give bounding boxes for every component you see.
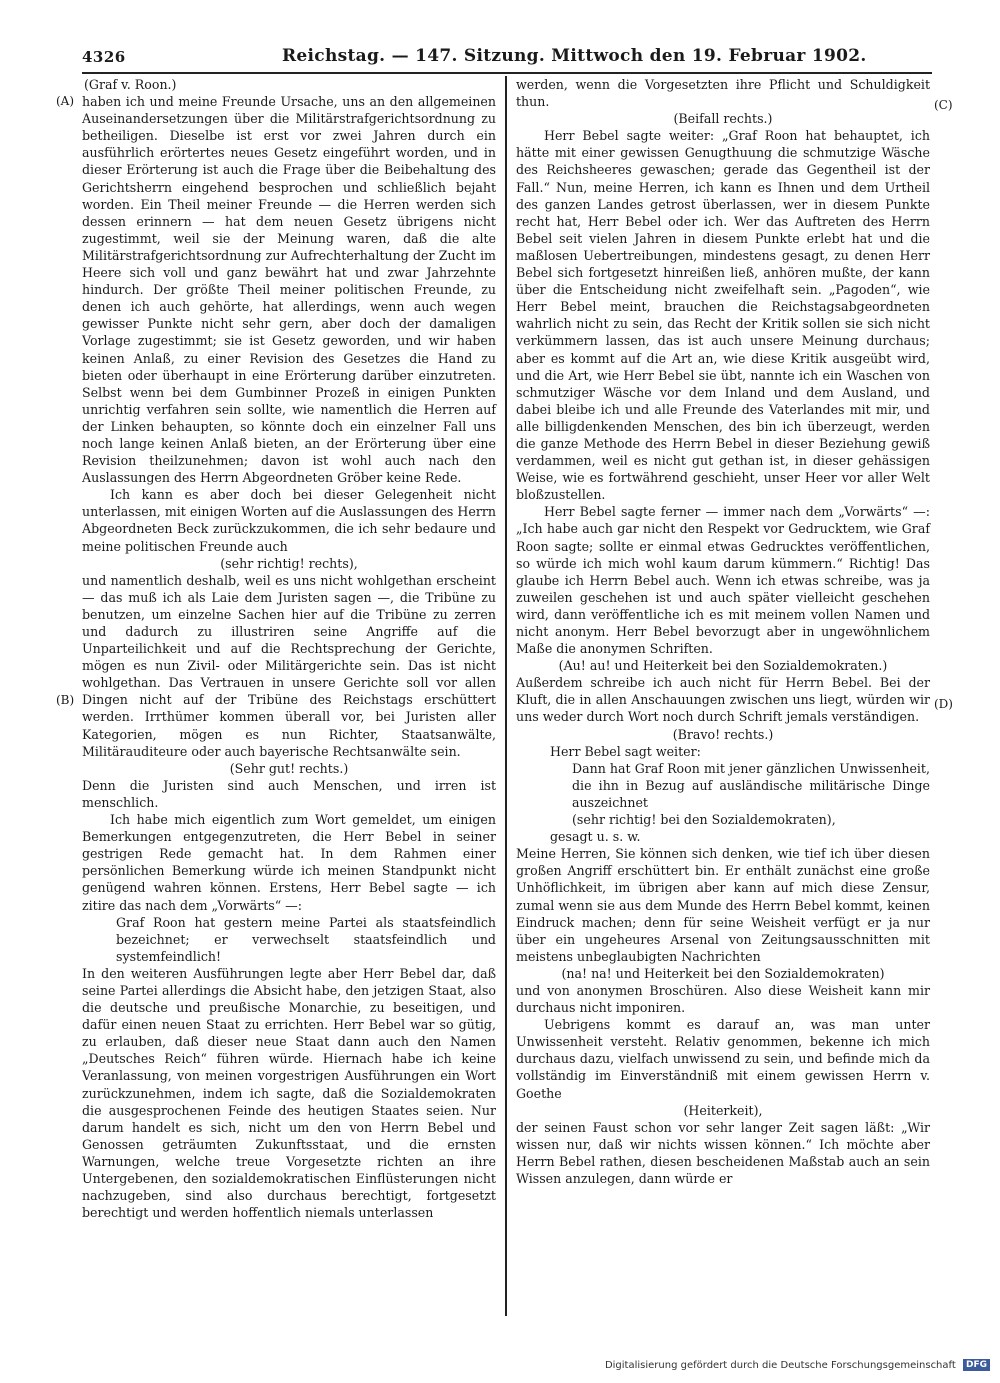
column-divider [505,76,507,1316]
paragraph: Herr Bebel sagte ferner — immer nach dem „Vorwärts“ —: „Ich habe auch gar nicht den Respekt vor Gedrucktem, wie Graf Roon sagte; sollte er einmal etwas Gedrucktes veröffentlichen, so würde ich mich wohl kaum darum kümmern.“ Richtig! Das glaube ich Herrn Bebel auch. Wenn ich etwas schreibe, was ja zuweilen geschehen ist und auch später vielleicht geschehen wird, dann veröffentliche ich es mit meinem vollen Namen und nicht anonym. Herr Bebel bevorzugt aber in ungewöhnlichem Maße die anonymen Schriften. [516,504,930,657]
paragraph: und von anonymen Broschüren. Also diese Weisheit kann mir durchaus nicht imponiren. [516,982,930,1016]
paragraph: Denn die Juristen sind auch Menschen, und irren ist menschlich. [82,777,496,810]
quotation: gesagt u. s. w. [550,829,641,845]
paragraph: Ich habe mich eigentlich zum Wort gemeldet, um einigen Bemerkungen entgegenzutreten, die Herr Bebel in seiner gestrigen Rede gemacht hat. In dem Rahmen einer persönlichen Bemerkung würde ich meinen Standpunkt nicht genügend wahren können. Erstens, Herr Bebel sagte — ich zitire das nach dem „Vorwärts“ —: [82,812,496,913]
interjection: (Bravo! rechts.) [672,726,774,742]
left-column [82,76,496,1221]
quotation: (sehr richtig! bei den Sozialdemokraten), [572,812,836,828]
paragraph: Meine Herren, Sie können sich denken, wie tief ich über diesen großen Angriff erschüttert bin. Er enthält zunächst eine große Unhöflichkeit, im übrigen aber kann auf mich diese Zensur, zumal wenn sie aus dem Munde des Herrn Bebel kommt, keinen Eindruck machen; denn für seine Weisheit verfügt er ja nur über ein ungeheures Arsenal von Zeitungsausschnitten mit meistens unbeglaubigten Nachrichten [516,846,930,964]
paragraph: der seinen Faust schon vor sehr langer Zeit sagen läßt: „Wir wissen nur, daß wir nichts wissen können.“ Ich möchte aber Herrn Bebel rathen, diesen bescheidenen Maßstab auch an sein Wissen anzulegen, dann würde er [516,1119,930,1186]
page-header [82,44,932,70]
right-column [516,76,930,1187]
paragraph: Außerdem schreibe ich auch nicht für Herrn Bebel. Bei der Kluft, die in allen Anschauungen zwischen uns liegt, würden wir uns weder durch Wort noch durch Schrift jemals verständigen. [516,675,930,725]
paragraph: Herr Bebel sagte weiter: „Graf Roon hat behauptet, ich hätte mit einer gewissen Genugthuung die schmutzige Wäsche des Reichsheeres gewaschen; gerade das Gegentheil ist der Fall.“ Nun, meine Herren, ich kann es Ihnen und dem Urtheil des ganzen Landes getrost überlassen, wer in diesem Punkte recht hat, Herr Bebel oder ich. Wer das Auftreten des Herrn Bebel seit vielen Jahren in diesem Punkte erlebt hat und die maßlosen Uebertreibungen, mindestens gesagt, zu denen Herr Bebel sich fortgesetzt hinreißen ließ, anhören mußte, der kann über die Entscheidung nicht zweifelhaft sein. „Pagoden“, wie Herr Bebel meint, brauchen die Reichstagsabgeordneten wahrlich nicht zu sein, das Recht der Kritik sollen sie sich nicht verkümmern lassen, das ist auch unsere Meinung durchaus; aber es kommt auf die Art an, wie diese Kritik ausgeübt wird, und die Art, wie Herr Bebel sie übt, nannte ich ein Waschen von schmutziger Wäsche vor dem Inland und dem Ausland, und dabei bleibe ich und alle Freunde des Vaterlandes mit mir, und alle billigdenkenden Menschen, des bin ich überzeugt, werden die ganze Methode des Herrn Bebel in dieser Beziehung gewiß verdammen, weil es nicht gut gethan ist, in dieser gehässigen Weise, wie es fortwährend geschieht, unser Heer vor aller Welt bloßzustellen. [516,128,930,503]
margin-marker-a: (A) [56,94,75,108]
margin-marker-b: (B) [56,693,75,707]
interjection: (Heiterkeit), [683,1102,763,1118]
interjection: (Beifall rechts.) [673,111,773,127]
speaker-label: (Graf v. Roon.) [84,77,177,92]
paragraph: In den weiteren Ausführungen legte aber Herr Bebel dar, daß seine Partei allerdings die Absicht habe, den jetzigen Staat, also die deutsche und preußische Monarchie, zu beseitigen, und dafür einen neuen Staat zu errichten. Herr Bebel war so gütig, zu erlauben, daß dieser neue Staat dann auch den Namen „Deutsches Reich“ führen würde. Hiernach habe ich keine Veranlassung, von meinen vorgestrigen Ausführungen ein Wort zurückzunehmen, indem ich sagte, daß die Sozialdemokraten die ausgesprochenen Feinde des heutigen Staates seien. Nur darum handelt es sich, nicht um den von Herrn Bebel und Genossen geträumten Zukunftsstaat, und die ernsten Warnungen, welche treue Vorgesetzte richten an ihre Untergebenen, den sozialdemokratischen Einflüsterungen nicht nachzugeben, sind also durchaus berechtigt, fortgesetzt berechtigt und werden hoffentlich niemals unterlassen [82,965,496,1221]
paragraph: Ich kann es aber doch bei dieser Gelegenheit nicht unterlassen, mit einigen Worten auf die Auslassungen des Herrn Abgeordneten Beck zurückzukommen, die ich sehr bedaure und meine politischen Freunde auch [82,487,496,554]
interjection: (Sehr gut! rechts.) [229,760,349,776]
page-number: 4326 [82,48,126,66]
footer-credit: Digitalisierung gefördert durch die Deutsche Forschungsgemeinschaft [604,1360,956,1371]
paragraph: haben ich und meine Freunde Ursache, uns an den allgemeinen Auseinandersetzungen über die Militärstrafgerichtsordnung zu betheiligen. Dieselbe ist erst vor zwei Jahren durch ein ausführlich erörtertes neues Gesetz eingeführt worden, und in dieser Erörterung ist auch die Frage über die Beibehaltung des Gerichtsherrn eingehend besprochen und schließlich bejaht worden. Ein Theil meiner Freunde — die Herren werden sich dessen erinnern — hat dem neuen Gesetz übrigens nicht zugestimmt, weil sie der Meinung waren, daß die alte Militärstrafgerichtsordnung zur Aufrechterhaltung der Zucht im Heere sich voll und ganz bewährt hat und zwar Jahrzehnte hindurch. Der größte Theil meiner politischen Freunde, zu denen ich auch gehörte, hat allerdings, wenn auch wegen gewisser Punkte nicht sehr gern, aber doch der damaligen Vorlage zugestimmt; sie ist Gesetz geworden, und wir haben keinen Anlaß, zu einer Revision des Gesetzes die Hand zu bieten oder überhaupt in eine Erörterung darüber einzutreten. Selbst wenn bei dem Gumbinner Prozeß in einigen Punkten unrichtig verfahren sein sollte, wie namentlich die Herren auf der Linken behaupten, so könnte doch ein einzelner Fall uns noch lange keinen Anlaß bieten, an der Erörterung über eine Revision theilzunehmen; davon ist wohl auch nach den Auslassungen des Herrn Abgeordneten Gröber keine Rede. [82,94,496,486]
paragraph: und namentlich deshalb, weil es uns nicht wohlgethan erscheint — das muß ich als Laie dem Juristen sagen —, die Tribüne zu benutzen, um einzelne Sachen hier auf die Tribüne zu zerren und dadurch zu illustriren seine Angriffe auf die Unparteilichkeit und auf die Rechtsprechung der Gerichte, mögen es nun Zivil- oder Militärgerichte sein. Das ist nicht wohlgethan. Das Vertrauen in unsere Gerichte soll vor allen Dingen nicht auf der Tribüne des Reichstags erschüttert werden. Irrthümer kommen überall vor, bei Juristen aller Kategorien, mögen es nun Richter, Staatsanwälte, Militärauditeure oder auch bayerische Rechtsanwälte sein. [82,572,496,759]
quotation: Dann hat Graf Roon mit jener gänzlichen Unwissenheit, die ihn in Bezug auf ausländische militärische Dinge auszeichnet [572,760,930,810]
dfg-logo: DFG [963,1359,990,1371]
paragraph: Uebrigens kommt es darauf an, was man unter Unwissenheit versteht. Relativ genommen, bekenne ich mich durchaus dazu, vielfach unwissend zu sein, und befinde mich da vollständig im Einverständniß mit einem gewissen Herrn v. Goethe [516,1017,930,1101]
interjection: (sehr richtig! rechts), [220,555,358,571]
running-head: Reichstag. — 147. Sitzung. Mittwoch den 19. Februar 1902. [282,46,867,66]
quotation: Graf Roon hat gestern meine Partei als staatsfeindlich bezeichnet; er verwechselt staatsfeindlich und systemfeindlich! [116,914,496,964]
interjection: (na! na! und Heiterkeit bei den Sozialdemokraten) [561,965,885,981]
interjection: (Au! au! und Heiterkeit bei den Sozialdemokraten.) [558,658,888,674]
paragraph: werden, wenn die Vorgesetzten ihre Pflicht und Schuldigkeit thun. [516,77,930,110]
header-rule [82,72,932,74]
footer [580,1359,990,1375]
quotation: Herr Bebel sagt weiter: [550,743,701,759]
margin-marker-d: (D) [934,697,953,711]
margin-marker-c: (C) [934,98,953,112]
